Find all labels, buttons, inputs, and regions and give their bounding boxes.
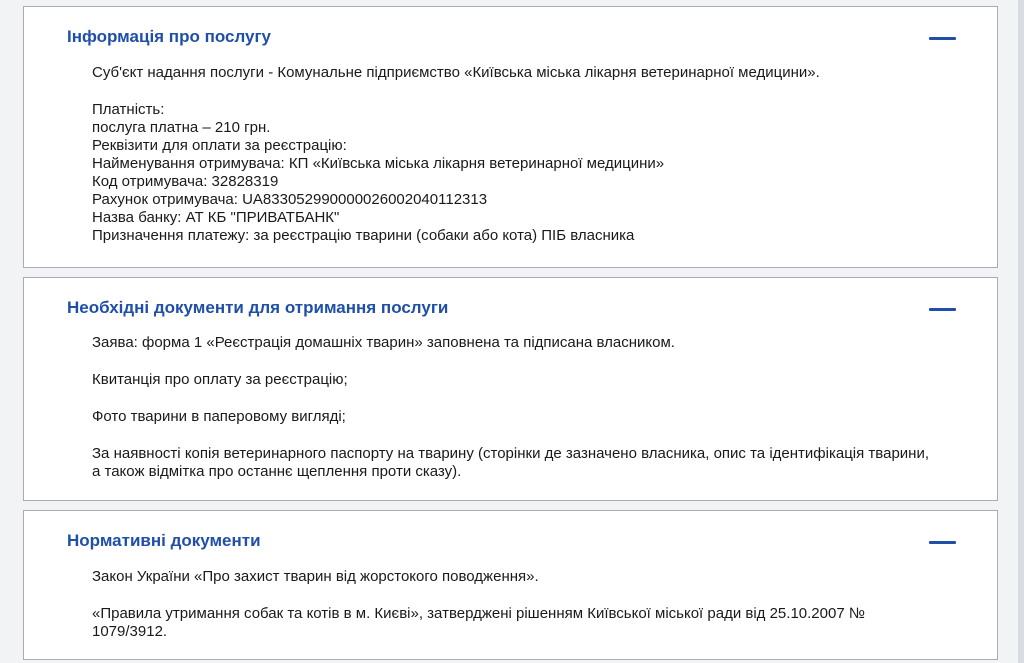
required-docs-panel [23, 277, 998, 501]
service-info-title[interactable]: Інформація про послугу [67, 27, 272, 46]
payment-line: Найменування отримувача: КП «Київська міська лікарня ветеринарної медицини» [92, 155, 665, 172]
payment-line: Рахунок отримувача: UA833052990000026002040112313 [92, 191, 488, 208]
payment-line: Назва банку: АТ КБ "ПРИВАТБАНК" [92, 209, 340, 226]
normative-docs-title[interactable]: Нормативні документи [67, 531, 261, 550]
list-item: «Правила утримання собак та котів в м. Києві», затверджені рішенням Київської міської ради від 25.10.2007 № 1079/3912. [92, 605, 865, 640]
list-item: Заява: форма 1 «Реєстрація домашніх тварин» заповнена та підписана власником. [92, 334, 675, 351]
normative-docs-collapse-icon[interactable] [929, 537, 956, 549]
service-info-content [92, 64, 929, 245]
list-item: За наявності копія ветеринарного паспорту на тварину (сторінки де зазначено власника, опис та ідентифікація тварини, а також відмітка про останнє щеплення проти сказу). [92, 445, 929, 480]
normative-docs-content [92, 568, 929, 641]
provider-text: Суб'єкт надання послуги - Комунальне підприємство «Київська міська лікарня ветеринарної медицини». [92, 64, 820, 81]
service-info-panel [23, 6, 998, 268]
payment-line: Реквізити для оплати за реєстрацію: [92, 137, 347, 154]
list-item: Квитанція про оплату за реєстрацію; [92, 371, 348, 388]
required-docs-title[interactable]: Необхідні документи для отримання послуги [67, 298, 449, 317]
list-item: Фото тварини в паперовому вигляді; [92, 408, 346, 425]
payment-line: Платність: [92, 101, 165, 118]
required-docs-collapse-icon[interactable] [929, 304, 956, 316]
list-item: Закон України «Про захист тварин від жорстокого поводження». [92, 568, 539, 585]
payment-line: послуга платна – 210 грн. [92, 119, 271, 136]
payment-line: Код отримувача: 32828319 [92, 173, 279, 190]
scrollbar[interactable] [1018, 0, 1024, 663]
required-docs-content [92, 334, 929, 481]
payment-line: Призначення платежу: за реєстрацію тварини (собаки або кота) ПІБ власника [92, 227, 635, 244]
normative-docs-panel [23, 510, 998, 660]
service-info-collapse-icon[interactable] [929, 33, 956, 45]
